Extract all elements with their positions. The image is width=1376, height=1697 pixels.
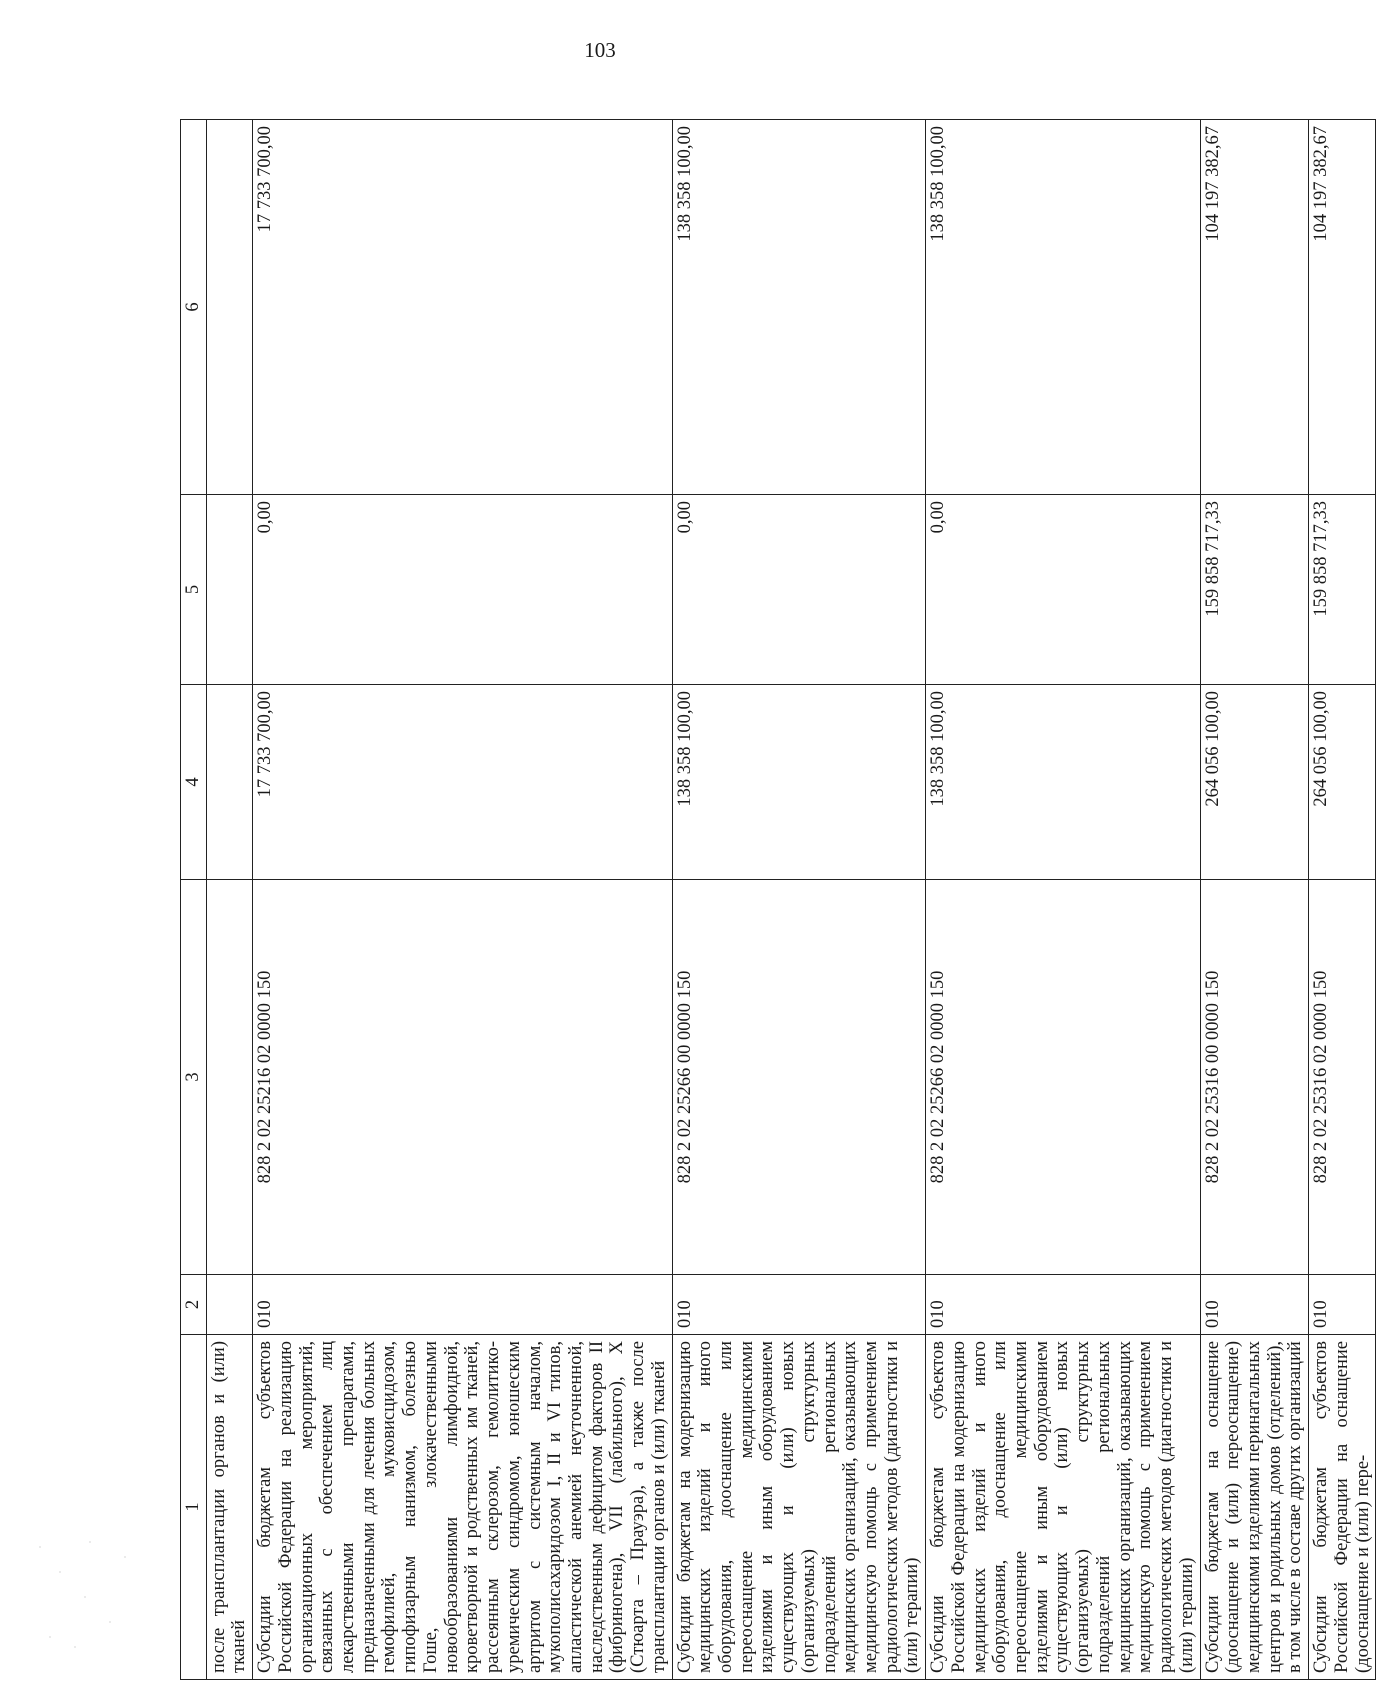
row-amount-approved: 264 056 100,00 [1309, 685, 1376, 880]
budget-table [180, 119, 1376, 1680]
continuation-text: после трансплантации органов и (или) тканей [206, 1335, 252, 1680]
row-amount-unexecuted: 17 733 700,00 [253, 120, 672, 495]
row-amount-executed: 159 858 717,33 [1309, 495, 1376, 685]
row-amount-executed: 0,00 [253, 495, 672, 685]
row-amount-unexecuted: 104 197 382,67 [1200, 120, 1309, 495]
header-cell: 3 [181, 880, 207, 1275]
row-code-010: 010 [1309, 1275, 1376, 1335]
row-code-010: 010 [1200, 1275, 1309, 1335]
table-row [672, 120, 926, 1680]
rotated-table-container [180, 120, 1373, 1680]
row-amount-approved: 138 358 100,00 [672, 685, 926, 880]
row-amount-unexecuted: 104 197 382,67 [1309, 120, 1376, 495]
row-budget-code: 828 2 02 25216 02 0000 150 [253, 880, 672, 1275]
row-code-010: 010 [672, 1275, 926, 1335]
row-description: Субсидии бюджетам субъектов Российской Федерации на оснащение (дооснащение и (или) пере- [1309, 1335, 1376, 1680]
row-amount-unexecuted: 138 358 100,00 [926, 120, 1200, 495]
table-row [1200, 120, 1309, 1680]
header-cell: 2 [181, 1275, 207, 1335]
table-row [206, 120, 252, 1680]
row-amount-approved: 138 358 100,00 [926, 685, 1200, 880]
row-amount-executed: 159 858 717,33 [1200, 495, 1309, 685]
row-code-010: 010 [926, 1275, 1200, 1335]
table-row [926, 120, 1200, 1680]
row-budget-code: 828 2 02 25316 00 0000 150 [1200, 880, 1309, 1275]
row-description: Субсидии бюджетам на оснащение (дооснащение и (или) переоснащение) медицинскими изделиями перинатальных центров и родильных домов (отделений), в том числе в составе других организаций [1200, 1335, 1309, 1680]
header-row [181, 120, 207, 1680]
row-description: Субсидии бюджетам субъектов Российской Федерации на реализацию организационных мероприятий, связанных с обеспечением лиц лекарственными препаратами, предназначенными для лечения больных гемофилией, муковисцидозом, гипофизарным нанизмом, болезнью Гоше, злокачественными новообразованиями лимфоидной, кроветворной и родственных им тканей, рассеянным склерозом, гемолитико-уремическим синдромом, юношеским артритом с системным началом, мукополисахаридозом I, II и VI типов, апластической анемией неуточненной, наследственным дефицитом факторов II (фибриногена), VII (лабильного), X (Стюарта – Прауэра), а также после трансплантации органов и (или) тканей [253, 1335, 672, 1680]
table-row [1309, 120, 1376, 1680]
row-description: Субсидии бюджетам на модернизацию медицинских изделий и иного оборудования, дооснащение или переоснащение медицинскими изделиями и иным оборудованием существующих и (или) новых (организуемых) структурных подразделений региональных медицинских организаций, оказывающих медицинскую помощь с применением радиологических методов (диагностики и (или) терапии) [672, 1335, 926, 1680]
row-code-010: 010 [253, 1275, 672, 1335]
row-budget-code: 828 2 02 25266 00 0000 150 [672, 880, 926, 1275]
page-number: 103 [584, 38, 616, 62]
row-amount-approved: 264 056 100,00 [1200, 685, 1309, 880]
row-amount-executed: 0,00 [926, 495, 1200, 685]
scan-noise-marks [30, 1527, 140, 1657]
header-cell: 1 [181, 1335, 207, 1680]
row-amount-executed: 0,00 [672, 495, 926, 685]
table-row [253, 120, 672, 1680]
header-cell: 6 [181, 120, 207, 495]
row-budget-code: 828 2 02 25266 02 0000 150 [926, 880, 1200, 1275]
row-description: Субсидии бюджетам субъектов Российской Федерации на модернизацию медицинских изделий и иного оборудования, дооснащение или переоснащение медицинскими изделиями и иным оборудованием существующих и (или) новых (организуемых) структурных подразделений региональных медицинских организаций, оказывающих медицинскую помощь с применением радиологических методов (диагностики и (или) терапии) [926, 1335, 1200, 1680]
header-cell: 4 [181, 685, 207, 880]
row-amount-approved: 17 733 700,00 [253, 685, 672, 880]
header-cell: 5 [181, 495, 207, 685]
row-budget-code: 828 2 02 25316 02 0000 150 [1309, 880, 1376, 1275]
row-amount-unexecuted: 138 358 100,00 [672, 120, 926, 495]
